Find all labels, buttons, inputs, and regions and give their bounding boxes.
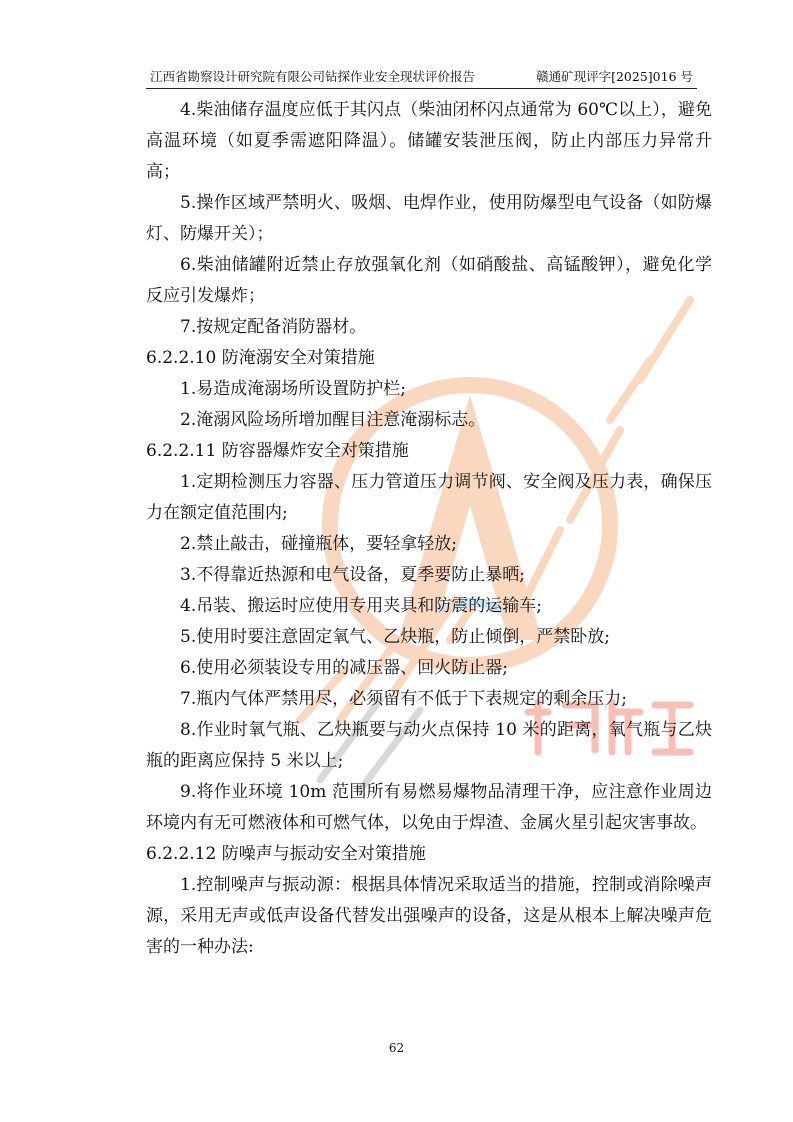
body-paragraph: 4.吊装、搬运时应使用专用夹具和防震的运输车; xyxy=(180,596,542,616)
header-document-number: 赣通矿现评字[2025]016 号 xyxy=(536,69,693,84)
document-body xyxy=(146,95,712,963)
body-paragraph: 8.作业时氧气瓶、乙炔瓶要与动火点保持 10 米的距离，氧气瓶与乙炔瓶的距离应保持 5 米以上; xyxy=(146,720,712,771)
section-heading: 6.2.2.12 防噪声与振动安全对策措施 xyxy=(146,844,426,864)
body-paragraph: 1.控制噪声与振动源：根据具体情况采取适当的措施，控制或消除噪声源，采用无声或低声设备代替发出强噪声的设备，这是从根本上解决噪声危害的一种办法: xyxy=(146,875,712,957)
body-paragraph: 3.不得靠近热源和电气设备，夏季要防止暴晒; xyxy=(180,565,525,585)
body-paragraph: 9.将作业环境 10m 范围所有易燃易爆物品清理干净，应注意作业周边环境内有无可燃液体和可燃气体，以免由于焊渣、金属火星引起灾害事故。 xyxy=(146,782,712,833)
body-paragraph: 2.淹溺风险场所增加醒目注意淹溺标志。 xyxy=(180,410,486,430)
section-heading: 6.2.2.11 防容器爆炸安全对策措施 xyxy=(146,441,409,461)
body-paragraph: 5.操作区域严禁明火、吸烟、电焊作业，使用防爆型电气设备（如防爆灯、防爆开关）； xyxy=(146,193,712,244)
body-paragraph: 1.定期检测压力容器、压力管道压力调节阀、安全阀及压力表，确保压力在额定值范围内; xyxy=(146,472,712,523)
page-number: 62 xyxy=(388,1041,405,1055)
body-paragraph: 4.柴油储存温度应低于其闪点（柴油闭杯闪点通常为 60℃以上），避免高温环境（如夏季需遮阳降温）。储罐安装泄压阀，防止内部压力异常升高； xyxy=(146,100,712,182)
body-paragraph: 2.禁止敲击，碰撞瓶体，要轻拿轻放; xyxy=(180,534,457,554)
body-paragraph: 5.使用时要注意固定氧气、乙炔瓶，防止倾倒，严禁卧放; xyxy=(180,627,610,647)
body-paragraph: 6.使用必须装设专用的减压器、回火防止器; xyxy=(180,658,508,678)
body-paragraph: 7.按规定配备消防器材。 xyxy=(180,317,367,337)
header-report-title: 江西省勘察设计研究院有限公司钻探作业安全现状评价报告 xyxy=(150,69,476,84)
section-heading: 6.2.2.10 防淹溺安全对策措施 xyxy=(146,348,375,368)
body-paragraph: 6.柴油储罐附近禁止存放强氧化剂（如硝酸盐、高锰酸钾），避免化学反应引发爆炸； xyxy=(146,255,712,306)
body-paragraph: 1.易造成淹溺场所设置防护栏; xyxy=(180,379,406,399)
body-paragraph: 7.瓶内气体严禁用尽，必须留有不低于下表规定的剩余压力; xyxy=(180,689,627,709)
page-header xyxy=(146,68,697,89)
